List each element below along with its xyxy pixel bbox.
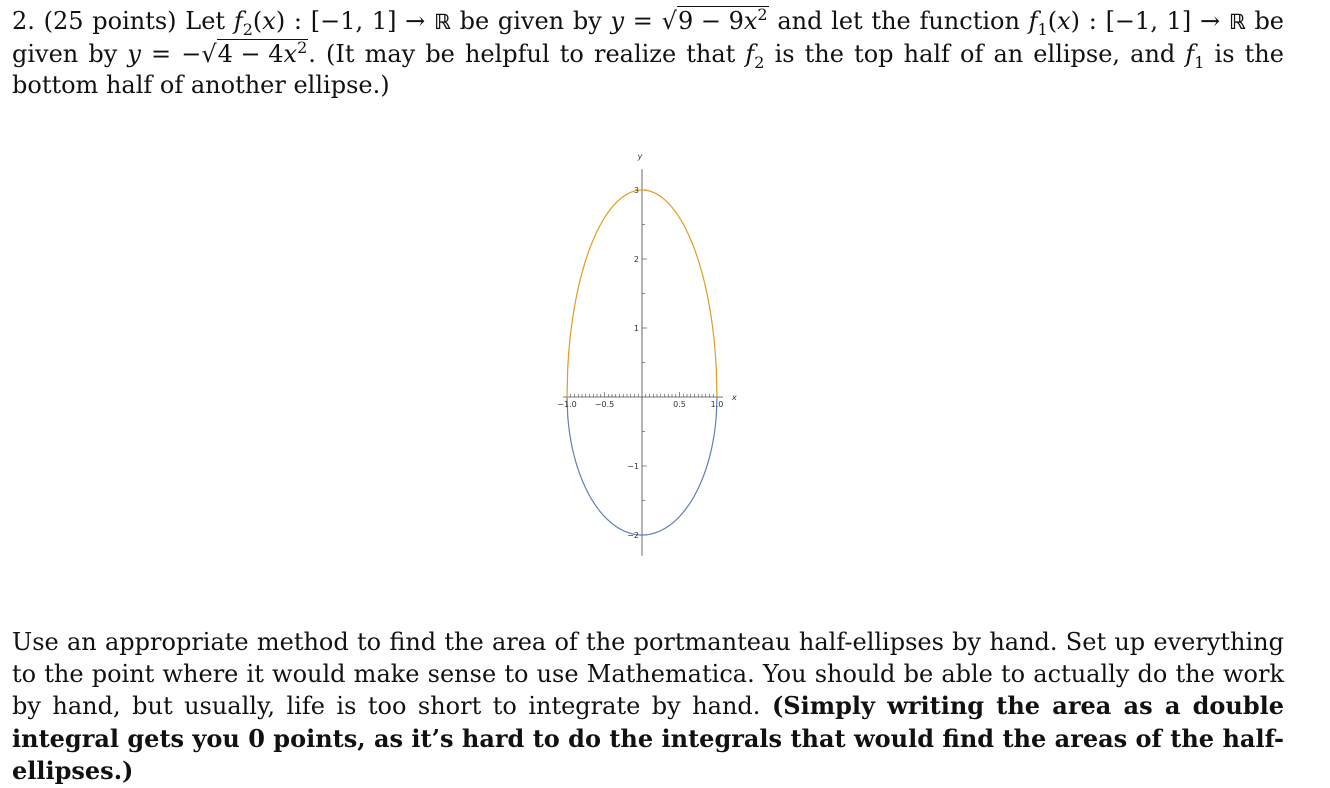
x-tick-label: 1.0 [710, 400, 724, 409]
instructions [12, 627, 1284, 788]
instructions-bold-note: (Simply writing the area as a double integral gets you 0 points, as it’s hard to do the integrals that would find the areas of the half-ellipses.) [12, 691, 1284, 785]
sqrt-expression-f1: $√4 - 4x^2$ [201, 37, 308, 68]
plot-axes [563, 169, 723, 555]
x-tick-label: −0.5 [594, 400, 615, 409]
ellipse-plot [540, 145, 740, 565]
x-tick-label: −1.0 [557, 400, 577, 409]
reals-symbol: ℝ [434, 10, 451, 34]
domain-text: : [−1, 1] → [293, 7, 426, 35]
y-axis-label: y [637, 151, 643, 161]
x-axis-label: x [732, 393, 737, 402]
y-tick-label: 1 [633, 324, 639, 333]
y-tick-label: −1 [627, 462, 639, 471]
f2-name: $f_2$ [233, 7, 253, 39]
plot-labels [557, 152, 737, 540]
y-tick-label: 2 [633, 255, 639, 264]
x-tick-label: 0.5 [673, 400, 686, 409]
sqrt-expression-f2: $√9 - 9x^2$ [661, 5, 768, 35]
problem-number: 2. [12, 7, 35, 35]
hint-text: (It may be helpful to realize that $f_2$ is the top half of an ellipse, and $f_1$ is the bottom half of another ellipse.) [12, 39, 1284, 99]
f1-name: $f_1$ [1028, 7, 1048, 39]
problem-points: (25 points) [43, 7, 177, 35]
instructions-text: Use an appropriate method to find the area of the portmanteau half-ellipses by hand. Set up everything to the point where it would make sense to use Mathematica. You should be able to actually do the work by hand, but usually, life is too short to integrate by hand. [12, 628, 1284, 720]
y-tick-label: −2 [627, 531, 639, 540]
problem-statement: 2. (25 points) Let $f_2(x)$ : [−1, 1] → ℝ be given by $y = √9 - 9x^2$ and let the function $f_1(x)$ : [−1, 1] → ℝ be given by $y = -√4 - 4x^2$. (It may be helpful to realize that $f_2$ is the top half of an ellipse, and $f_1$ is the bottom half of another ellipse.) [12, 5, 1285, 99]
y-tick-label: 3 [633, 186, 639, 195]
